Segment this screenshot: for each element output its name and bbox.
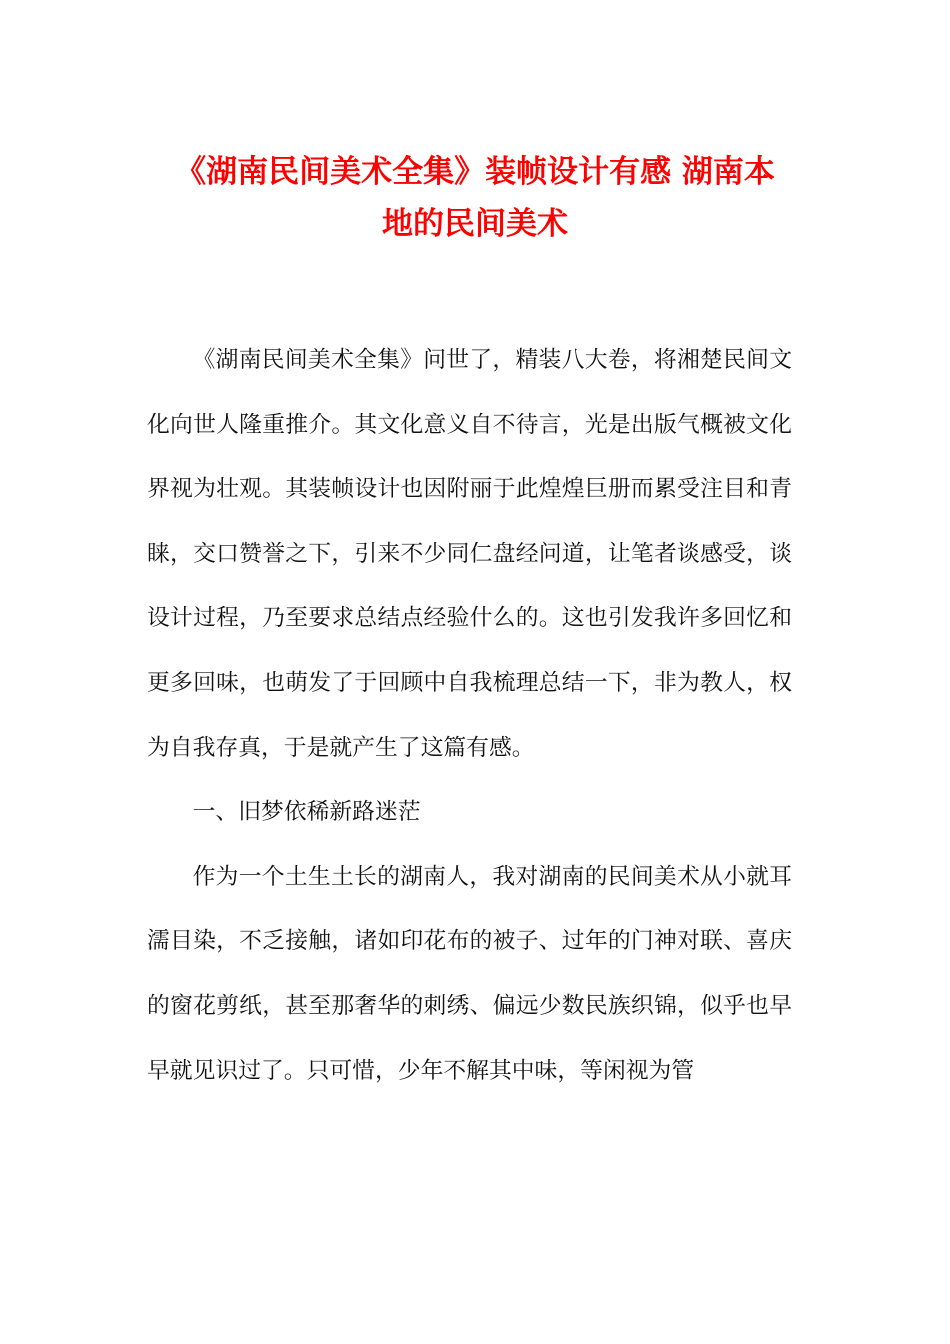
section-heading: 一、旧梦依稀新路迷茫 — [192, 799, 421, 826]
body-paragraph: 作为一个土生土长的湖南人，我对湖南的民间美术从小就耳濡目染，不乏接触，诸如印花布的被子、过年的门神对联、喜庆的窗花剪纸，甚至那奢华的刺绣、偏远少数民族织锦，似乎也早早就见识过了。只可惜，少年不解其中味，等闲视为管 — [147, 863, 792, 1084]
document-title — [140, 146, 810, 250]
intro-paragraph: 《湖南民间美术全集》问世了，精装八大卷，将湘楚民间文化向世人隆重推介。其文化意义自不待言，光是出版气概被文化界视为壮观。其装帧设计也因附丽于此煌煌巨册而累受注目和青睐，交口赞誉之下，引来不少同仁盘经问道，让笔者谈感受，谈设计过程，乃至要求总结点经验什么的。这也引发我许多回忆和更多回味，也萌发了于回顾中自我梳理总结一下，非为教人，权为自我存真，于是就产生了这篇有感。 — [147, 347, 792, 761]
title-line-2: 地的民间美术 — [382, 206, 568, 242]
title-line-1: 《湖南民间美术全集》装帧设计有感 湖南本 — [175, 154, 775, 190]
document-body — [147, 328, 792, 1103]
